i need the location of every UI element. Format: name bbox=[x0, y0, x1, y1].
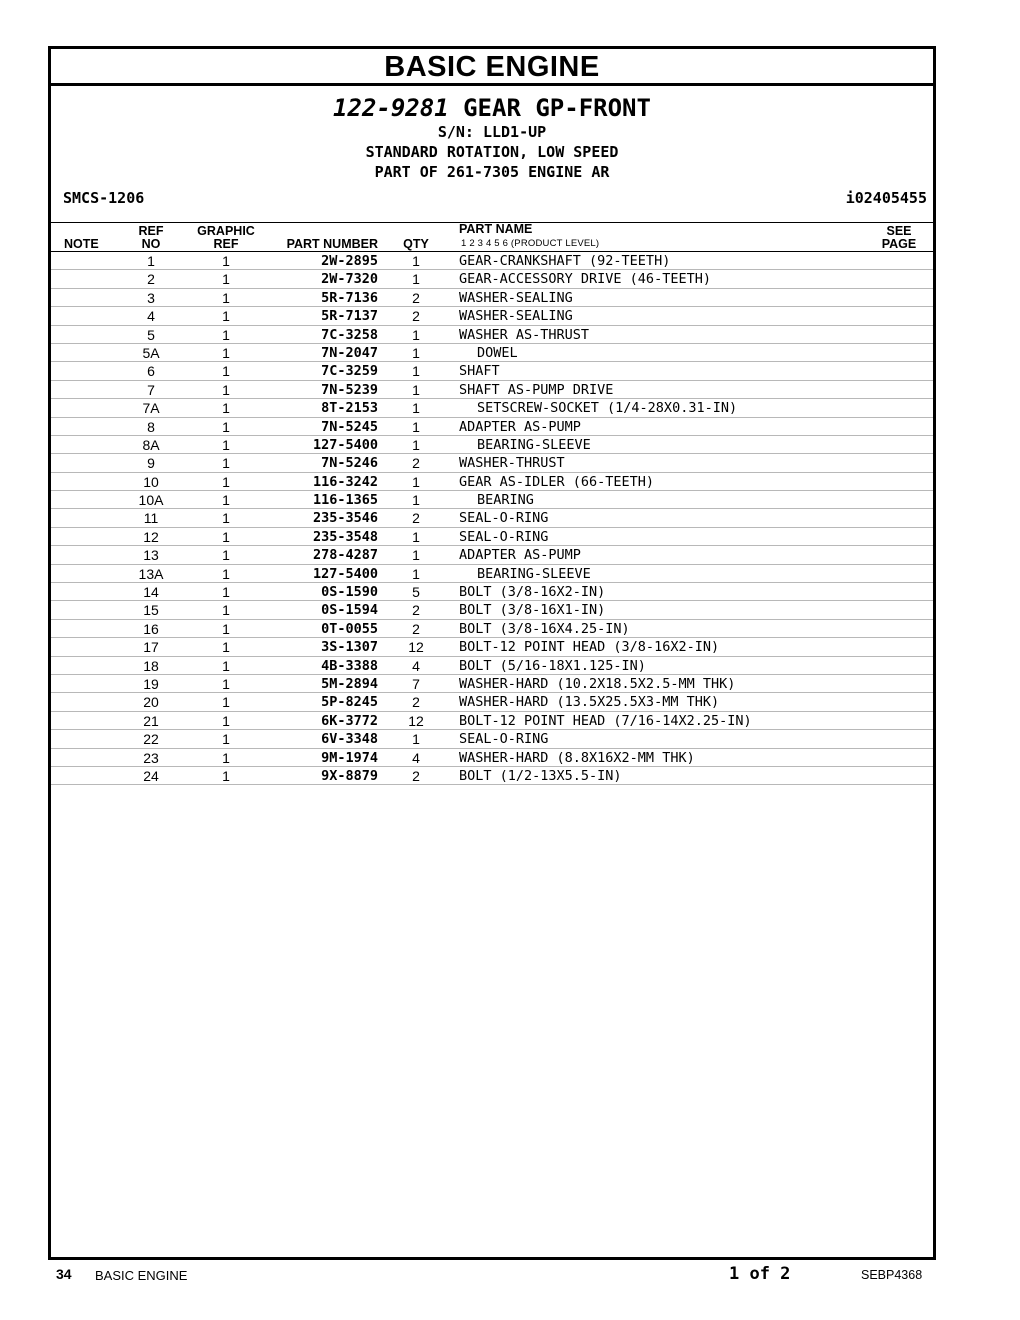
qty-cell: 1 bbox=[412, 492, 420, 509]
qty-cell: 2 bbox=[412, 694, 420, 711]
graphic-ref-cell: 1 bbox=[222, 510, 230, 527]
qty-cell: 4 bbox=[412, 749, 420, 766]
ref-no-cell: 10 bbox=[143, 473, 159, 490]
table-row bbox=[51, 675, 933, 693]
graphic-ref-cell: 1 bbox=[222, 253, 230, 269]
graphic-ref-cell: 1 bbox=[222, 767, 230, 784]
qty-cell: 12 bbox=[408, 712, 424, 729]
part-number-cell: 116-1365 bbox=[312, 492, 378, 509]
qty-cell: 4 bbox=[412, 657, 420, 674]
part-name-cell: BEARING-SLEEVE bbox=[477, 436, 591, 453]
qty-cell: 1 bbox=[412, 381, 420, 398]
graphic-ref-cell: 1 bbox=[222, 602, 230, 619]
ref-no-cell: 3 bbox=[147, 289, 155, 306]
part-number-cell: 278-4287 bbox=[312, 547, 378, 564]
smcs-code: SMCS-1206 bbox=[63, 189, 145, 207]
graphic-ref-cell: 1 bbox=[222, 639, 230, 656]
part-number-cell: 7C-3258 bbox=[321, 326, 378, 343]
table-row bbox=[51, 307, 933, 325]
col-see-line1: SEE bbox=[886, 224, 912, 238]
ref-no-cell: 13A bbox=[138, 565, 164, 582]
part-number-cell: 7C-3259 bbox=[321, 363, 378, 380]
part-number-cell: 7N-5245 bbox=[321, 418, 378, 435]
ref-no-cell: 20 bbox=[143, 694, 159, 711]
ref-no-cell: 19 bbox=[143, 675, 159, 692]
qty-cell: 1 bbox=[412, 344, 420, 361]
ref-no-cell: 16 bbox=[143, 620, 159, 637]
col-qty: QTY bbox=[403, 237, 429, 251]
qty-cell: 1 bbox=[412, 547, 420, 564]
part-number-cell: 6V-3348 bbox=[321, 731, 378, 748]
table-row bbox=[51, 289, 933, 307]
ref-no-cell: 11 bbox=[143, 510, 159, 527]
graphic-ref-cell: 1 bbox=[222, 675, 230, 692]
col-part-name: PART NAME bbox=[459, 222, 533, 236]
part-name-cell: BOLT (3/8-16X1-IN) bbox=[459, 602, 606, 619]
part-number-cell: 235-3548 bbox=[312, 528, 378, 545]
part-number-cell: 9X-8879 bbox=[321, 767, 378, 784]
part-name-cell: GEAR AS-IDLER (66-TEETH) bbox=[459, 473, 655, 490]
part-name-cell: BOLT-12 POINT HEAD (3/8-16X2-IN) bbox=[459, 639, 720, 656]
ref-no-cell: 4 bbox=[147, 308, 155, 325]
qty-cell: 1 bbox=[412, 473, 420, 490]
graphic-ref-cell: 1 bbox=[222, 363, 230, 380]
table-row bbox=[51, 491, 933, 509]
qty-cell: 1 bbox=[412, 363, 420, 380]
col-ref-line2: NO bbox=[141, 237, 161, 251]
table-row bbox=[51, 638, 933, 656]
qty-cell: 1 bbox=[412, 400, 420, 417]
ref-no-cell: 13 bbox=[143, 547, 159, 564]
qty-cell: 1 bbox=[412, 418, 420, 435]
part-number-cell: 2W-2895 bbox=[321, 253, 378, 269]
part-number-cell: 116-3242 bbox=[312, 473, 378, 490]
part-number-cell: 0T-0055 bbox=[321, 620, 378, 637]
illustration-id: i02405455 bbox=[845, 189, 927, 207]
table-row bbox=[51, 252, 933, 270]
graphic-ref-cell: 1 bbox=[222, 326, 230, 343]
table-row bbox=[51, 565, 933, 583]
col-product-level: 1 2 3 4 5 6 (PRODUCT LEVEL) bbox=[461, 238, 600, 249]
qty-cell: 1 bbox=[412, 271, 420, 288]
graphic-ref-cell: 1 bbox=[222, 271, 230, 288]
table-row bbox=[51, 509, 933, 527]
page-footer bbox=[0, 1264, 1020, 1288]
table-row bbox=[51, 546, 933, 564]
part-name-cell: GEAR-CRANKSHAFT (92-TEETH) bbox=[459, 253, 671, 269]
qty-cell: 2 bbox=[412, 620, 420, 637]
part-number-cell: 9M-1974 bbox=[321, 749, 378, 766]
part-name-cell: SHAFT AS-PUMP DRIVE bbox=[459, 381, 614, 398]
qty-cell: 1 bbox=[412, 436, 420, 453]
graphic-ref-cell: 1 bbox=[222, 418, 230, 435]
part-name-cell: DOWEL bbox=[477, 344, 518, 361]
graphic-ref-cell: 1 bbox=[222, 308, 230, 325]
part-number-cell: 6K-3772 bbox=[321, 712, 378, 729]
qty-cell: 2 bbox=[412, 510, 420, 527]
graphic-ref-cell: 1 bbox=[222, 528, 230, 545]
column-header bbox=[51, 222, 933, 252]
ref-no-cell: 9 bbox=[147, 455, 155, 472]
ref-no-cell: 18 bbox=[143, 657, 159, 674]
part-name-cell: BEARING bbox=[477, 492, 534, 509]
part-number-cell: 5M-2894 bbox=[321, 675, 378, 692]
part-number-cell: 0S-1590 bbox=[321, 584, 378, 601]
serial-range: S/N: LLD1-UP bbox=[437, 123, 547, 141]
document-id: SEBP4368 bbox=[861, 1268, 923, 1282]
part-number-cell: 7N-2047 bbox=[321, 344, 378, 361]
part-name-cell: BEARING-SLEEVE bbox=[477, 565, 591, 582]
parts-page-frame bbox=[48, 46, 936, 1260]
part-name-cell: ADAPTER AS-PUMP bbox=[459, 418, 581, 435]
part-number-cell: 127-5400 bbox=[312, 565, 378, 582]
part-number-cell: 2W-7320 bbox=[321, 271, 378, 288]
table-row bbox=[51, 528, 933, 546]
table-row bbox=[51, 657, 933, 675]
page-pagination: 1 of 2 bbox=[729, 1264, 791, 1284]
table-row bbox=[51, 749, 933, 767]
table-row bbox=[51, 326, 933, 344]
part-name-cell: WASHER-HARD (10.2X18.5X2.5-MM THK) bbox=[459, 675, 736, 692]
col-note: NOTE bbox=[64, 237, 99, 251]
part-name-cell: BOLT (3/8-16X4.25-IN) bbox=[459, 620, 630, 637]
ref-no-cell: 2 bbox=[147, 271, 155, 288]
part-number-cell: 7N-5246 bbox=[321, 455, 378, 472]
graphic-ref-cell: 1 bbox=[222, 344, 230, 361]
qty-cell: 2 bbox=[412, 289, 420, 306]
group-description: STANDARD ROTATION, LOW SPEED bbox=[365, 143, 619, 161]
graphic-ref-cell: 1 bbox=[222, 492, 230, 509]
part-name-cell: BOLT (3/8-16X2-IN) bbox=[459, 584, 606, 601]
part-number-cell: 3S-1307 bbox=[321, 639, 378, 656]
part-number-cell: 8T-2153 bbox=[321, 400, 378, 417]
table-row bbox=[51, 712, 933, 730]
table-row bbox=[51, 601, 933, 619]
graphic-ref-cell: 1 bbox=[222, 289, 230, 306]
part-number-cell: 5R-7136 bbox=[321, 289, 378, 306]
part-number-cell: 7N-5239 bbox=[321, 381, 378, 398]
part-name-cell: WASHER AS-THRUST bbox=[459, 326, 590, 343]
col-see-line2: PAGE bbox=[881, 237, 917, 251]
graphic-ref-cell: 1 bbox=[222, 400, 230, 417]
group-name: GEAR GP-FRONT bbox=[463, 94, 651, 122]
graphic-ref-cell: 1 bbox=[222, 620, 230, 637]
table-row bbox=[51, 454, 933, 472]
graphic-ref-cell: 1 bbox=[222, 547, 230, 564]
qty-cell: 1 bbox=[412, 528, 420, 545]
qty-cell: 2 bbox=[412, 308, 420, 325]
graphic-ref-cell: 1 bbox=[222, 731, 230, 748]
ref-no-cell: 22 bbox=[143, 731, 159, 748]
ref-no-cell: 6 bbox=[147, 363, 155, 380]
qty-cell: 1 bbox=[412, 565, 420, 582]
part-name-cell: BOLT-12 POINT HEAD (7/16-14X2.25-IN) bbox=[459, 712, 752, 729]
part-number-cell: 5P-8245 bbox=[321, 694, 378, 711]
col-graphic-line2: REF bbox=[213, 237, 239, 251]
table-row bbox=[51, 418, 933, 436]
part-name-cell: SEAL-O-RING bbox=[459, 510, 549, 527]
group-header bbox=[51, 86, 933, 222]
ref-no-cell: 24 bbox=[143, 767, 159, 784]
table-row bbox=[51, 583, 933, 601]
graphic-ref-cell: 1 bbox=[222, 381, 230, 398]
graphic-ref-cell: 1 bbox=[222, 749, 230, 766]
table-row bbox=[51, 730, 933, 748]
ref-no-cell: 17 bbox=[143, 639, 159, 656]
parts-list bbox=[51, 252, 933, 785]
page-number: 34 bbox=[56, 1266, 72, 1282]
table-row bbox=[51, 767, 933, 785]
ref-no-cell: 5A bbox=[142, 344, 160, 361]
ref-no-cell: 23 bbox=[143, 749, 159, 766]
graphic-ref-cell: 1 bbox=[222, 565, 230, 582]
part-of-line: PART OF 261-7305 ENGINE AR bbox=[374, 163, 610, 181]
table-row bbox=[51, 270, 933, 288]
footer-section: BASIC ENGINE bbox=[95, 1268, 188, 1283]
graphic-ref-cell: 1 bbox=[222, 712, 230, 729]
table-row bbox=[51, 399, 933, 417]
part-number-cell: 4B-3388 bbox=[321, 657, 378, 674]
part-name-cell: SEAL-O-RING bbox=[459, 528, 549, 545]
part-name-cell: WASHER-THRUST bbox=[459, 455, 565, 472]
ref-no-cell: 1 bbox=[147, 253, 155, 269]
part-name-cell: BOLT (5/16-18X1.125-IN) bbox=[459, 657, 646, 674]
qty-cell: 2 bbox=[412, 602, 420, 619]
ref-no-cell: 14 bbox=[143, 584, 159, 601]
ref-no-cell: 15 bbox=[143, 602, 159, 619]
table-row bbox=[51, 381, 933, 399]
group-title bbox=[51, 94, 933, 122]
part-number-cell: 5R-7137 bbox=[321, 308, 378, 325]
part-name-cell: SETSCREW-SOCKET (1/4-28X0.31-IN) bbox=[477, 400, 738, 417]
ref-no-cell: 10A bbox=[138, 492, 164, 509]
table-row bbox=[51, 362, 933, 380]
part-name-cell: WASHER-HARD (8.8X16X2-MM THK) bbox=[459, 749, 695, 766]
ref-no-cell: 7 bbox=[147, 381, 155, 398]
part-name-cell: ADAPTER AS-PUMP bbox=[459, 547, 581, 564]
ref-no-cell: 12 bbox=[143, 528, 159, 545]
col-part-number: PART NUMBER bbox=[286, 237, 378, 251]
graphic-ref-cell: 1 bbox=[222, 584, 230, 601]
ref-no-cell: 5 bbox=[147, 326, 155, 343]
graphic-ref-cell: 1 bbox=[222, 473, 230, 490]
part-name-cell: SHAFT bbox=[459, 363, 500, 380]
qty-cell: 5 bbox=[412, 584, 420, 601]
table-row bbox=[51, 693, 933, 711]
table-row bbox=[51, 436, 933, 454]
qty-cell: 1 bbox=[412, 731, 420, 748]
qty-cell: 2 bbox=[412, 455, 420, 472]
graphic-ref-cell: 1 bbox=[222, 657, 230, 674]
qty-cell: 1 bbox=[412, 326, 420, 343]
qty-cell: 7 bbox=[412, 675, 420, 692]
ref-no-cell: 7A bbox=[142, 400, 160, 417]
qty-cell: 1 bbox=[412, 253, 420, 269]
part-number-cell: 235-3546 bbox=[312, 510, 378, 527]
qty-cell: 2 bbox=[412, 767, 420, 784]
part-name-cell: GEAR-ACCESSORY DRIVE (46-TEETH) bbox=[459, 271, 711, 288]
qty-cell: 12 bbox=[408, 639, 424, 656]
part-name-cell: WASHER-SEALING bbox=[459, 308, 573, 325]
part-name-cell: SEAL-O-RING bbox=[459, 731, 549, 748]
group-part-number: 122-9281 bbox=[333, 94, 449, 122]
graphic-ref-cell: 1 bbox=[222, 436, 230, 453]
part-number-cell: 0S-1594 bbox=[321, 602, 378, 619]
graphic-ref-cell: 1 bbox=[222, 455, 230, 472]
ref-no-cell: 21 bbox=[143, 712, 159, 729]
part-name-cell: WASHER-SEALING bbox=[459, 289, 573, 306]
part-number-cell: 127-5400 bbox=[312, 436, 378, 453]
ref-no-cell: 8A bbox=[142, 436, 160, 453]
col-graphic-line1: GRAPHIC bbox=[197, 224, 255, 238]
part-name-cell: WASHER-HARD (13.5X25.5X3-MM THK) bbox=[459, 694, 720, 711]
ref-no-cell: 8 bbox=[147, 418, 155, 435]
table-row bbox=[51, 344, 933, 362]
table-row bbox=[51, 620, 933, 638]
part-name-cell: BOLT (1/2-13X5.5-IN) bbox=[459, 767, 622, 784]
col-ref-line1: REF bbox=[138, 224, 164, 238]
section-banner: BASIC ENGINE bbox=[51, 49, 933, 86]
graphic-ref-cell: 1 bbox=[222, 694, 230, 711]
table-row bbox=[51, 473, 933, 491]
